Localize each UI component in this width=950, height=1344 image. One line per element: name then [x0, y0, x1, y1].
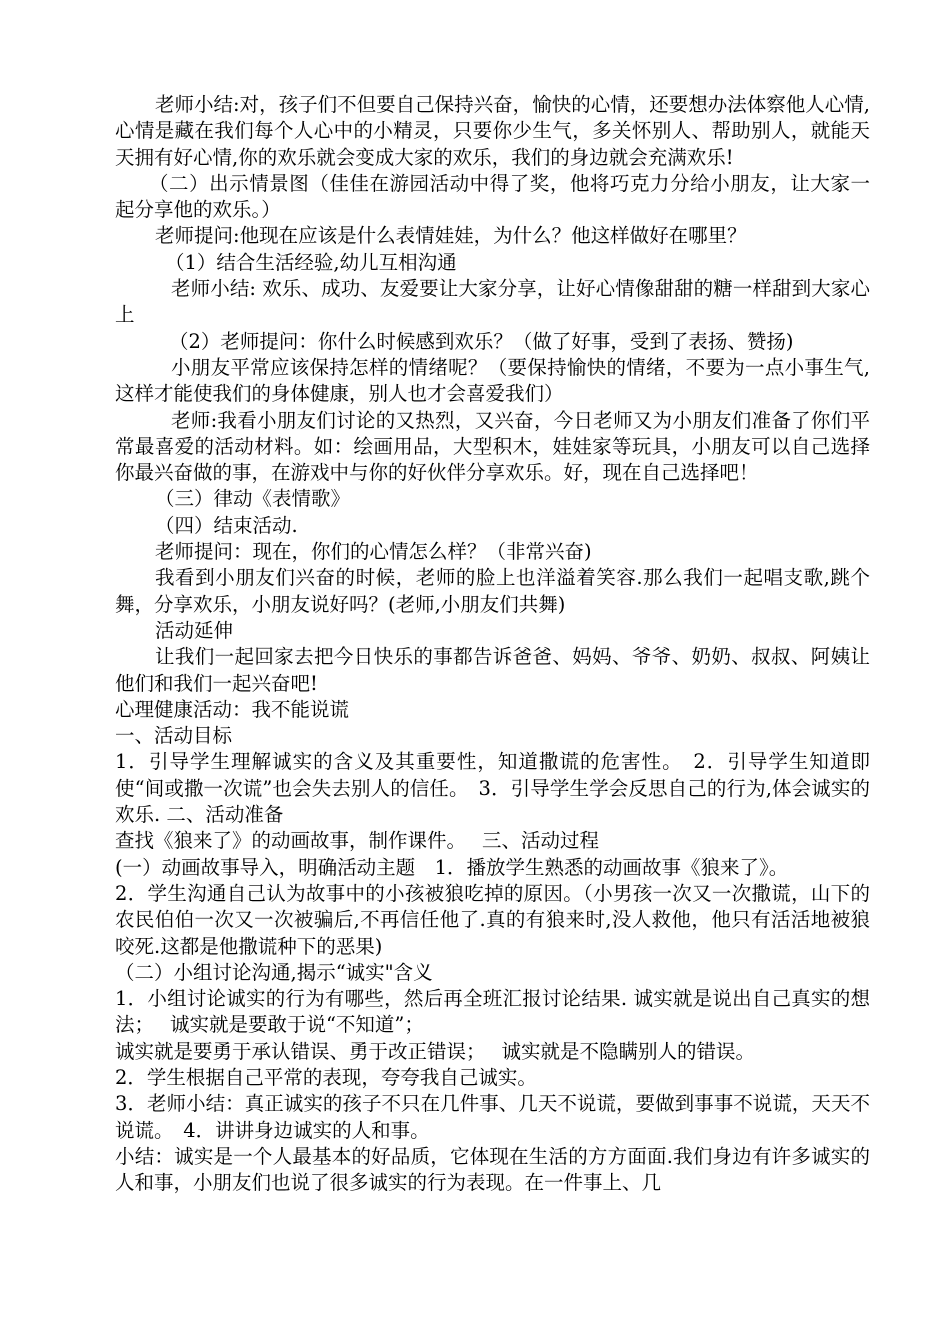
paragraph-story-reason: 2．学生沟通自己认为故事中的小孩被狼吃掉的原因。（小男孩一次又一次撒谎，山下的农民伯伯一次又一次被骗后,不再信任他了.真的有狼来时,没人救他，他只有活活地被狼咬死.这都是他撒谎种下的恶果) — [115, 881, 870, 958]
paragraph-teacher-question: 老师提问:他现在应该是什么表情娃娃，为什么？他这样做好在哪里？ — [155, 224, 747, 248]
paragraph-item-2: （2）老师提问：你什么时候感到欢乐？（做了好事，受到了表扬、赞扬) — [169, 329, 794, 353]
paragraph-teacher-summary-2: 老师小结: 欢乐、成功、友爱要让大家分享，让好心情像甜甜的糖一样甜到大家心上 — [115, 277, 870, 327]
paragraph-section-three: （三）律动《表情歌》 — [155, 487, 351, 511]
paragraph-dance: 我看到小朋友们兴奋的时候，老师的脸上也洋溢着笑容.那么我们一起唱支歌,跳个舞，分享欢乐，小朋友说好吗？(老师,小朋友们共舞) — [115, 566, 870, 616]
paragraph-extension: 让我们一起回家去把今日快乐的事都告诉爸爸、妈妈、爷爷、奶奶、叔叔、阿姨让他们和我们一起兴奋吧! — [115, 645, 870, 695]
document-page — [115, 92, 870, 1196]
paragraph-extension-title: 活动延伸 — [155, 618, 234, 642]
paragraph-self-praise: 2．学生根据自己平常的表现，夸夸我自己诚实。 — [115, 1065, 537, 1089]
paragraph-teacher-materials: 老师:我看小朋友们讨论的又热烈，又兴奋，今日老师又为小朋友们准备了你们平常最喜爱的活动材料。如：绘画用品，大型积木，娃娃家等玩具，小朋友可以自己选择你最兴奋做的事，在游戏中与你的好伙伴分享欢乐。好，现在自己选择吧！ — [115, 408, 870, 485]
paragraph-preparation: 查找《狼来了》的动画故事，制作课件。 三、活动过程 — [115, 829, 599, 853]
paragraph-section-four: （四）结束活动. — [155, 513, 298, 537]
paragraph-emotion-question: 小朋友平常应该保持怎样的情绪呢？（要保持愉快的情绪，不要为一点小事生气,这样才能使我们的身体健康，别人也才会喜爱我们） — [115, 355, 870, 406]
paragraph-group-discussion: （二）小组讨论沟通,揭示“诚实"含义 — [115, 960, 433, 984]
paragraph-item-1: （1）结合生活经验,幼儿互相沟通 — [165, 250, 457, 274]
heading-activity: 心理健康活动：我不能说谎 — [115, 697, 350, 721]
paragraph-intro: (一）动画故事导入，明确活动主题 1．播放学生熟悉的动画故事《狼来了》。 — [115, 855, 789, 879]
paragraph-teacher-summary: 老师小结:对，孩子们不但要自己保持兴奋，愉快的心情，还要想办法体察他人心情,心情是藏在我们每个人心中的小精灵，只要你少生气，多关怀别人、帮助别人，就能天天拥有好心情,你的欢乐就会变成大家的欢乐，我们的身边就会充满欢乐! — [115, 93, 870, 169]
paragraph-final-summary: 小结：诚实是一个人最基本的好品质，它体现在生活的方方面面.我们身边有许多诚实的人和事，小朋友们也说了很多诚实的行为表现。在一件事上、几 — [115, 1144, 870, 1195]
paragraph-teacher-question-2: 老师提问：现在，你们的心情怎么样？（非常兴奋) — [155, 540, 592, 564]
paragraph-teacher-summary-3: 3．老师小结：真正诚实的孩子不只在几件事、几天不说谎，要做到事事不说谎，天天不说谎。 4．讲讲身边诚实的人和事。 — [115, 1092, 870, 1142]
paragraph-honesty-2: 诚实就是要勇于承认错误、勇于改正错误； 诚实就是不隐瞒别人的错误。 — [115, 1039, 755, 1063]
paragraph-honesty-1: 1．小组讨论诚实的行为有哪些，然后再全班汇报讨论结果. 诚实就是说出自己真实的想法； 诚实就是要敢于说“不知道”； — [115, 987, 870, 1037]
heading-goals: 一、活动目标 — [115, 724, 233, 748]
paragraph-goals: 1．引导学生理解诚实的含义及其重要性，知道撒谎的危害性。 2．引导学生知道即使“间或撒一次谎”也会失去别人的信任。 3．引导学生学会反思自己的行为,体会诚实的欢乐. 二、活动准备 — [115, 750, 870, 827]
paragraph-section-two: （二）出示情景图（佳佳在游园活动中得了奖，他将巧克力分给小朋友，让大家一起分享他的欢乐。） — [115, 171, 870, 222]
